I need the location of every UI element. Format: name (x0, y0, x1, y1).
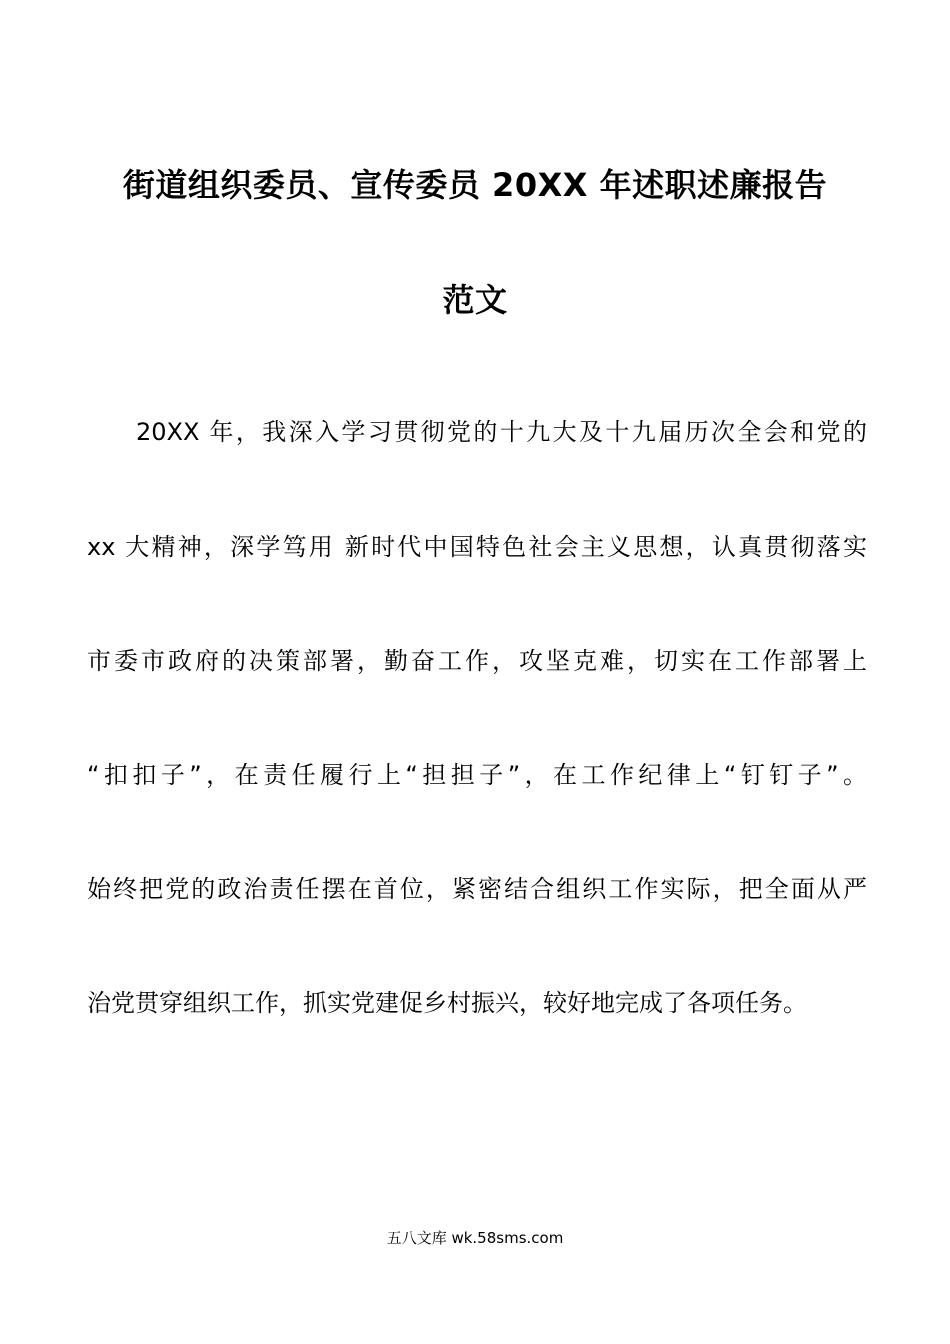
document-title-line-2: 范文 (442, 281, 508, 319)
document-title-line-1: 街道组织委员、宣传委员 20XX 年述职述廉报告 (122, 166, 828, 204)
paragraph-line-6: 治党贯穿组织工作，抓实党建促乡村振兴，较好地完成了各项任务。 (87, 989, 807, 1017)
paragraph-line-1: 20XX 年，我深入学习贯彻党的十九大及十九届历次全会和党的 (136, 418, 867, 446)
paragraph-line-2: xx 大精神，深学笃用 新时代中国特色社会主义思想，认真贯彻落实 (87, 533, 867, 561)
paragraph-line-3: 市委市政府的决策部署，勤奋工作，攻坚克难，切实在工作部署上 (87, 647, 867, 675)
paragraph-line-4: “扣扣子”，在责任履行上“担担子”，在工作纪律上“钉钉子”。 (87, 761, 867, 789)
footer-watermark: 五八文库 wk.58sms.com (386, 1229, 564, 1247)
paragraph-line-5: 始终把党的政治责任摆在首位，紧密结合组织工作实际，把全面从严 (87, 875, 867, 903)
